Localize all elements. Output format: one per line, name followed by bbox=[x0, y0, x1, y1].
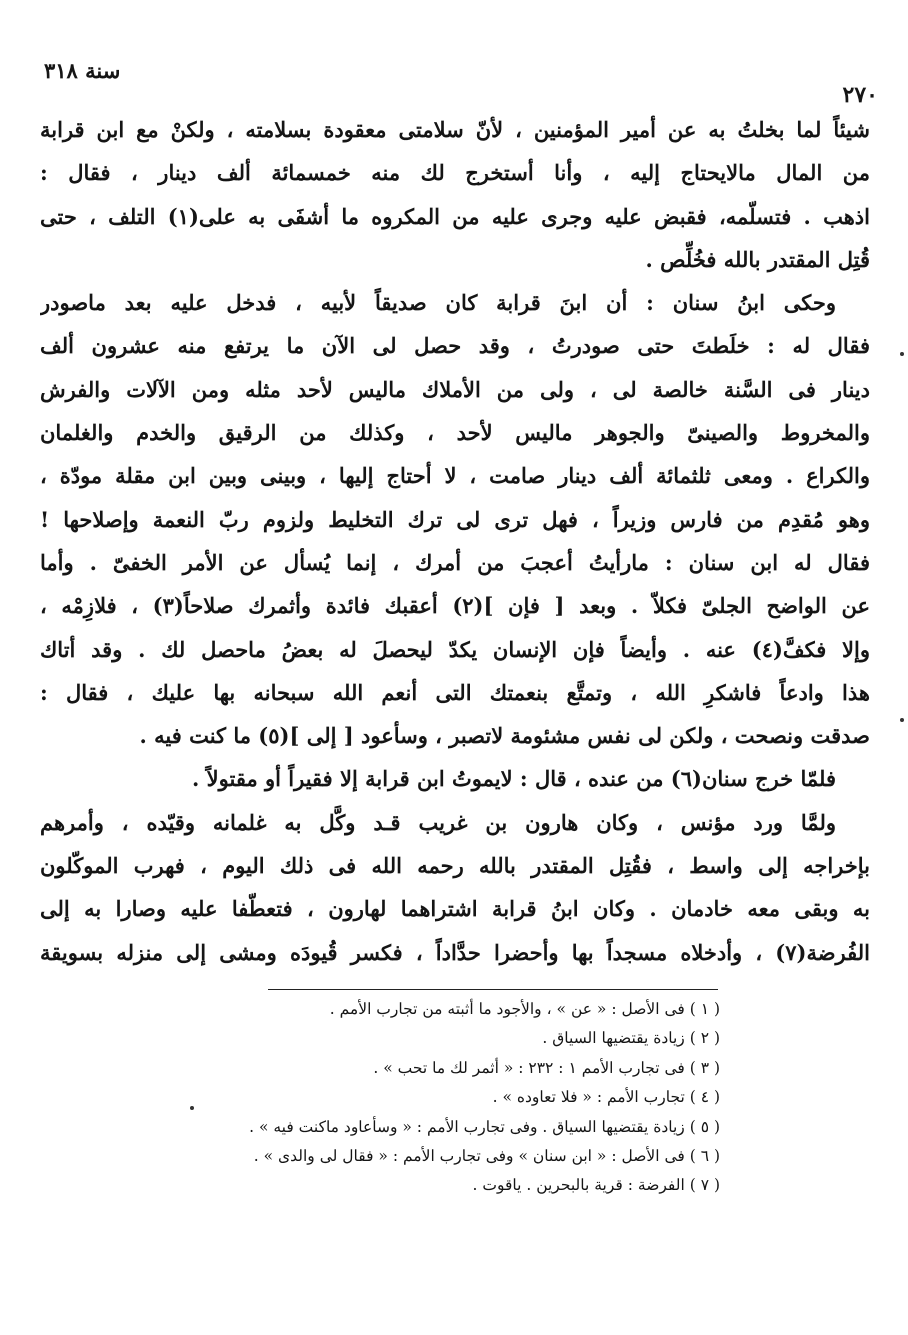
footnote: ( ٣ ) فى تجارب الأمم ١ : ٢٣٢ : « أثمر لك ما تحب » . bbox=[373, 1058, 720, 1077]
text-line: وحكى ابنُ سنان : أن ابنَ قرابة كان صديقاً لأبيه ، فدخل عليه بعد ماصودر bbox=[40, 290, 836, 316]
text-line: الفُرضة(٧) ، وأدخلاه مسجداً بها وأحضرا حدَّاداً ، فكسر قُيودَه ومشى إلى منزله بسويقة bbox=[40, 939, 870, 965]
text-line: فلمّا خرج سنان(٦) من عنده ، قال : لايموتُ ابن قرابة إلا فقيراً أو مقتولاً . bbox=[192, 766, 836, 792]
text-line: دينار فى السَّنة خالصة لى ، ولى من الأملاك ماليس لأحد مثله ومن الآلات والفرش bbox=[40, 376, 870, 402]
text-line: فقال له ابن سنان : مارأيتُ أعجبَ من أمرك ، إنما يُسأل عن الأمر الخفىّ . وأما bbox=[40, 549, 870, 575]
text-line: من المال مالايحتاج إليه ، وأنا أستخرج لك منه خمسمائة ألف دينار ، فقال : bbox=[40, 160, 870, 186]
text-line: فقال له : خلَطتَ حتى صودرتُ ، وقد حصل لى الآن ما يرتفع منه عشرون ألف bbox=[40, 333, 870, 359]
text-line: والمخروط والصينىّ والجوهر ماليس لأحد ، وكذلك من الرقيق والخدم والغلمان bbox=[40, 420, 870, 446]
margin-speck bbox=[900, 352, 904, 356]
main-text bbox=[40, 108, 870, 974]
margin-speck bbox=[190, 1106, 194, 1110]
text-line: ولمَّا ورد مؤنس ، وكان هارون بن غريب قـد وكَّل به غلمانه وقيّده ، وأمرهم bbox=[40, 809, 836, 835]
text-line: والكراع . ومعى ثلثمائة ألف دينار صامت ، لا أحتاج إليها ، وبينى وبين ابن مقلة مودّة ، bbox=[40, 463, 870, 489]
text-line: قُتِل المقتدر بالله فخُلِّص . bbox=[645, 246, 870, 272]
text-line: به وبقى معه خادمان . وكان ابنُ قرابة اشتراهما لهارون ، فتعطّفا عليه وصارا به إلى bbox=[40, 896, 870, 922]
footnote-separator bbox=[268, 989, 718, 990]
footnote: ( ٦ ) فى الأصل : « ابن سنان » وفى تجارب الأمم : « فقال لى والدى » . bbox=[253, 1146, 720, 1165]
footnote: ( ٧ ) الفرضة : قرية بالبحرين . ياقوت . bbox=[472, 1176, 720, 1195]
footnote: ( ٤ ) تجارب الأمم : « فلا تعاوده » . bbox=[492, 1088, 720, 1107]
margin-speck bbox=[900, 718, 904, 722]
page-number: ٢٧٠ bbox=[842, 82, 878, 108]
text-line: بإخراجه إلى واسط ، فقُتِل المقتدر بالله رحمه الله فى ذلك اليوم ، فهرب الموكّلون bbox=[40, 853, 870, 879]
footnotes bbox=[40, 995, 720, 1201]
text-line: وهو مُقدِم من فارس وزيراً ، فهل ترى لى ترك التخليط ولزوم ربّ النعمة وإصلاحها ! bbox=[40, 506, 870, 532]
running-head-year: سنة ٣١٨ bbox=[44, 58, 121, 83]
text-line: هذا وادعاً فاشكرِ الله ، وتمتَّع بنعمتك التى أنعم الله سبحانه بها عليك ، فقال : bbox=[40, 679, 870, 705]
text-line: صدقت ونصحت ، ولكن لى نفس مشئومة لاتصبر ، وسأعود [ إلى ](٥) ما كنت فيه . bbox=[139, 723, 870, 749]
text-line: وإلا فكفَّ(٤) عنه . وأيضاً فإن الإنسان يكدّ ليحصلَ له بعضُ ماحصل لك . وقد أتاك bbox=[40, 636, 870, 662]
text-line: شيئاً لما بخلتُ به عن أمير المؤمنين ، لأنّ سلامتى معقودة بسلامته ، ولكنْ مع ابن قرابة bbox=[40, 117, 870, 142]
footnote: ( ٢ ) زيادة يقتضيها السياق . bbox=[542, 1029, 720, 1048]
footnote: ( ١ ) فى الأصل : « عن » ، والأجود ما أثبته من تجارب الأمم . bbox=[329, 1000, 720, 1018]
text-line: عن الواضح الجلىّ فكلاّ . وبعد [ فإن ](٢) أعقبك فائدة وأثمرك صلاحاً(٣) ، فلازِمْه ، bbox=[40, 593, 870, 619]
footnote: ( ٥ ) زيادة يقتضيها السياق . وفى تجارب الأمم : « وسأعاود ماكنت فيه » . bbox=[249, 1117, 720, 1136]
text-line: اذهب . فتسلّمه، فقبض عليه وجرى عليه من المكروه ما أشفَى به على(١) التلف ، حتى bbox=[40, 203, 870, 229]
